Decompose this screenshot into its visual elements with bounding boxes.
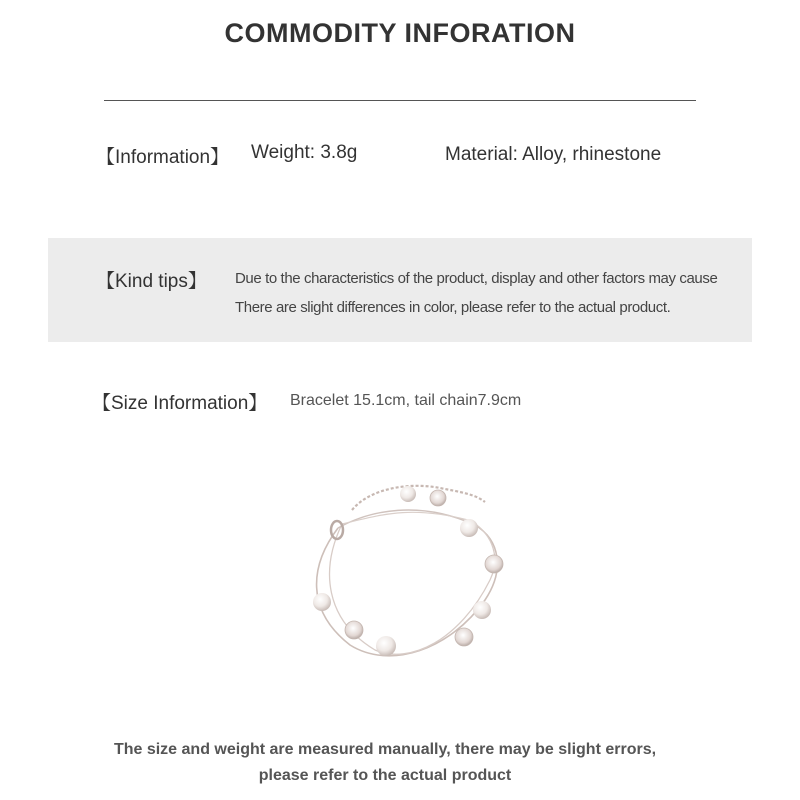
- size-information-value: Bracelet 15.1cm, tail chain7.9cm: [290, 392, 522, 409]
- kind-tips-label: 【Kind tips】: [96, 271, 207, 292]
- bracelet-icon: [290, 470, 520, 680]
- material-value: Material: Alloy, rhinestone: [445, 144, 662, 165]
- footer-disclaimer-line-2: please refer to the actual product: [258, 767, 512, 784]
- kind-tips-line-2: There are slight differences in color, please refer to the actual product.: [235, 299, 671, 316]
- size-information-label: 【Size Information】: [92, 393, 268, 414]
- bracelet-product-photo: [290, 470, 520, 680]
- information-label: 【Information】: [96, 147, 230, 168]
- footer-disclaimer-line-1: The size and weight are measured manually, there may be slight errors,: [113, 741, 657, 758]
- page-title: COMMODITY INFORATION: [224, 18, 576, 48]
- title-divider: [104, 100, 696, 101]
- weight-value: Weight: 3.8g: [251, 142, 358, 163]
- kind-tips-line-1: Due to the characteristics of the product, display and other factors may cause: [235, 270, 718, 287]
